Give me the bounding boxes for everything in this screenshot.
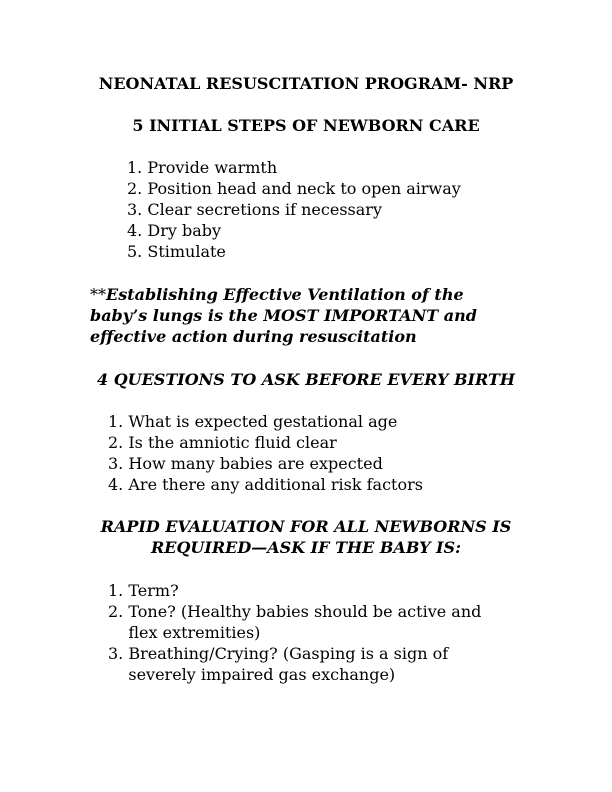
list-item-text: Clear secretions if necessary (147, 200, 382, 219)
list-item-number: 2. (108, 433, 124, 452)
list-item-number: 2. (108, 602, 124, 621)
list-item-text: Provide warmth (147, 158, 278, 177)
list-item (108, 474, 538, 495)
list-item-number: 3. (108, 644, 124, 663)
list-item-text: Breathing/Crying? (Gasping is a sign of severely impaired gas exchange) (128, 644, 449, 684)
list-item-number: 3. (108, 454, 124, 473)
list-item-number: 1. (108, 581, 124, 600)
list-item (127, 157, 547, 178)
list-item (108, 643, 508, 685)
list-item (108, 601, 508, 643)
list-item-number: 3. (127, 200, 143, 219)
list-item (127, 220, 547, 241)
ventilation-note (90, 284, 520, 347)
document-title: NEONATAL RESUSCITATION PROGRAM- NRP (98, 74, 514, 93)
list-item-number: 4. (108, 475, 124, 494)
list-item-text: What is expected gestational age (128, 412, 398, 431)
list-item-number: 2. (127, 179, 143, 198)
list-item-text: How many babies are expected (128, 454, 383, 473)
list-item-text: Is the amniotic fluid clear (128, 433, 337, 452)
list-item (108, 580, 508, 601)
note-prefix: ** (90, 285, 106, 304)
list-item-text: Position head and neck to open airway (147, 179, 461, 198)
list-item-text: Stimulate (147, 242, 226, 261)
questions-list (108, 411, 538, 495)
list-item (108, 411, 538, 432)
list-item-text: Term? (128, 581, 179, 600)
note-text: Establishing Effective Ventilation of the baby’s lungs is the MOST IMPORTANT and effective action during resuscitation (90, 285, 477, 346)
initial-steps-list (127, 157, 547, 262)
section-heading-initial-steps: 5 INITIAL STEPS OF NEWBORN CARE (132, 116, 480, 135)
list-item (127, 199, 547, 220)
section-heading-questions: 4 QUESTIONS TO ASK BEFORE EVERY BIRTH (96, 370, 515, 389)
list-item-number: 1. (127, 158, 143, 177)
list-item (108, 432, 538, 453)
list-item-number: 1. (108, 412, 124, 431)
list-item (127, 241, 547, 262)
list-item (108, 453, 538, 474)
list-item-text: Dry baby (147, 221, 222, 240)
list-item-number: 5. (127, 242, 143, 261)
list-item (127, 178, 547, 199)
list-item-text: Are there any additional risk factors (128, 475, 423, 494)
section-heading-rapid-evaluation-line2: REQUIRED—ASK IF THE BABY IS: (151, 538, 461, 557)
list-item-text: Tone? (Healthy babies should be active and flex extremities) (128, 602, 482, 642)
section-heading-rapid-evaluation-line1: RAPID EVALUATION FOR ALL NEWBORNS IS (100, 517, 512, 536)
rapid-evaluation-list (108, 580, 508, 685)
list-item-number: 4. (127, 221, 143, 240)
